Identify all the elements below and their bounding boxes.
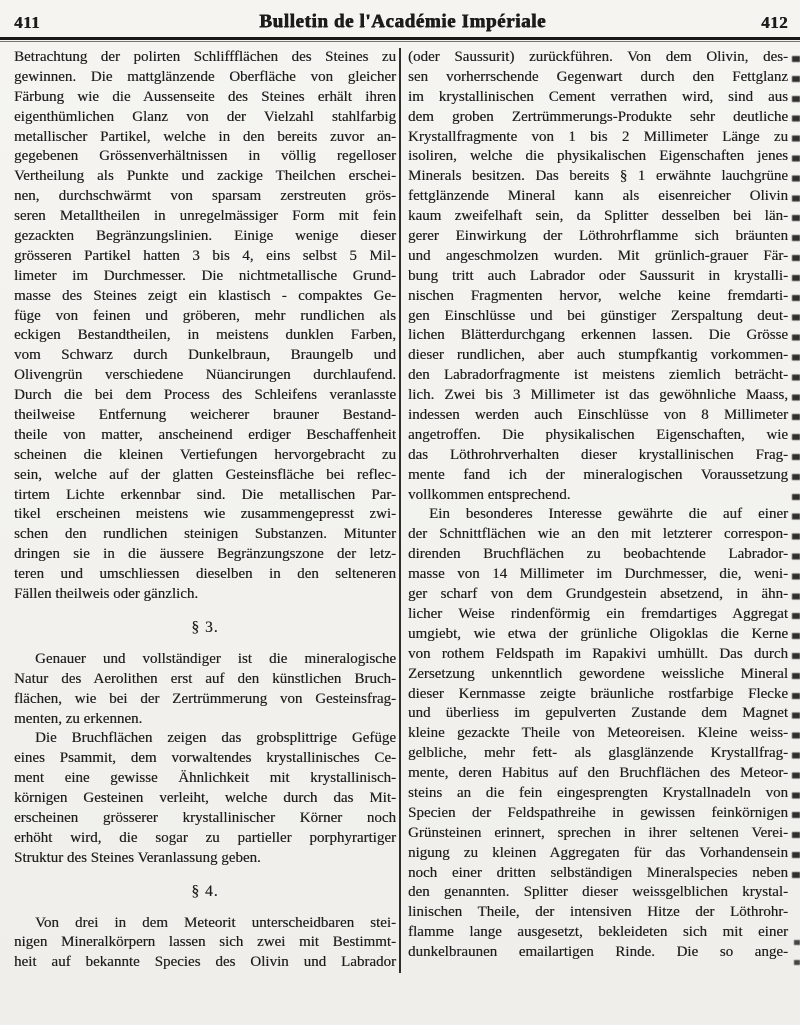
text-line: dem groben Zertrümmerungs-Produkte sehr deutliche [408,108,788,125]
text-line: grösseren Partikel hatten 3 bis 4, eins selbst 5 Mil- [14,247,396,264]
text-line: vollkommen entsprechend. [408,486,571,503]
text-line: gezackten Begränzungslinien. Einige wenige dieser [14,228,396,245]
text-line: von rothem Feldspath im Rapakivi umhüllt. Das durch [408,645,788,662]
text-line: eigenthümlichen Glanz von der Vielzahl stahlfarbig [14,108,396,125]
text-line: Ein besonderes Interesse gewährte die auf einer [429,506,788,523]
text-line: nischen Fragmenten hervor, welche keine fremdarti- [408,287,788,304]
text-line: kaum zweifelhaft sein, da Splitter desselben bei län- [408,208,788,225]
text-line: und überliess im gepulverten Zustande dem Magnet [408,705,788,722]
text-line: Vertheilung als Punkte und zackige Theilchen erschei- [14,168,396,185]
text-line: dunkelbraunen emailartigen Rinde. Die so ange- [408,944,788,961]
text-line: isoliren, welche die physikalischen Eigenschaften jenes [408,148,788,165]
text-line: linischen Theile, der intensiven Hitze der Löthrohr- [408,904,788,921]
text-line: ment eine gewisse Ähnlichkeit mit krystallinisch- [14,770,396,787]
page-number-left: 411 [14,13,41,32]
text-line: der Schnittflächen wie an den mit letzterer correspon- [408,526,788,543]
text-line: gegebenen Grössenverhältnissen in völlig regelloser [14,148,396,165]
text-line: kleine gezackte Theile von Meteoreisen. Kleine weiss- [408,725,788,742]
text-line: heit auf bekannte Species des Olivin und Labrador [14,954,396,971]
text-line: Von drei in dem Meteorit unterscheidbaren stei- [35,914,396,931]
text-line: seren Metalltheilen in unregelmässiger Form mit fein [14,208,396,225]
text-line: fettglänzende Mineral kann als eisenreicher Olivin [408,188,788,205]
text-line: flamme lange ausgesetzt, bekleideten sich mit einer [408,924,788,941]
header-rule-thin [0,41,800,42]
text-line: Zersetzung unkenntlich gewordene weissliche Mineral [408,665,788,682]
text-line: noch einer dritten selbständigen Mineralspecies neben [408,864,788,881]
text-line: bung tritt auch Labrador oder Saussurit in krystalli- [408,267,788,284]
text-line: Olivengrün verschiedene Nüancirungen durchlaufend. [14,367,396,384]
text-line: mente fand ich der mineralogischen Voraussetzung [408,466,788,483]
page-number-right: 412 [761,13,788,32]
text-line: nigung zu kleinen Aggregaten für das Vorhandensein [408,844,788,861]
text-line: Fällen theilweis oder gänzlich. [14,586,199,603]
text-line: schen den rundlichen steinigen Substanzen. Mitunter [14,526,396,543]
text-line: Durch die bei dem Process des Schleifens veranlasste [14,387,396,404]
text-line: teren und umschliessen dieselben in den selteneren [14,566,396,583]
text-line: (oder Saussurit) zurückführen. Von dem Olivin, des- [408,49,788,65]
text-line: angetroffen. Die physikalischen Eigenschaften, wie [408,426,788,443]
text-line: füge von feinen und gröberen, mehr rundlichen als [14,307,396,324]
journal-title: Bulletin de l'Académie Impériale [259,11,546,32]
section-heading: § 4. [191,882,219,900]
text-line: scheinen die kleinen Vertiefungen hervorgebracht zu [14,446,396,463]
header-rule-thick [0,37,800,40]
text-line: nen, durchschwärmt von sparsam zerstreuten grös- [14,188,396,205]
text-line: licher Weise rindenförmig ein fremdartiges Aggregat [408,605,788,622]
text-line: dieser rundlichen, aber auch stumpfkantig vorkommen- [408,347,788,364]
left-column [0,48,401,973]
text-line: menten, zu erkennen. [14,710,143,727]
text-line: direnden Bruchflächen zu beobachtende Labrador- [408,546,788,563]
text-line: erscheinen grösserer krystallinischer Körner noch [14,809,396,826]
text-line: eckigen Bestandtheilen, in meistens dunklen Farben, [14,327,396,344]
text-line: limeter im Durchmesser. Die nichtmetallische Grund- [14,267,396,284]
text-line: und angeschmolzen wurden. Mit grünlich-grauer Fär- [408,247,788,264]
text-line: das Löthrohrverhalten dieser krystallinischen Frag- [408,446,788,463]
text-line: dieser Kernmasse zeigte bräunliche rostfarbige Flecke [408,685,788,702]
text-line: lichen Blätterdurchgang erkennen lassen. Die Grösse [408,327,788,344]
text-line: theile von matter, anscheinend erdiger Beschaffenheit [14,426,396,443]
page-header [0,0,800,35]
text-line: theilweise Entfernung weicherer brauner Bestand- [14,407,396,424]
text-line: sen vorherrschende Gegenwart durch den Fettglanz [408,68,788,85]
text-line: Die Bruchflächen zeigen das grobsplittrige Gefüge [35,730,396,747]
text-line: ger scharf von dem Grundgestein absetzend, in ähn- [408,586,788,603]
text-line: tirtem Lichte erkennbar sind. Die metallischen Par- [14,486,396,503]
section-heading: § 3. [191,618,219,636]
text-line: nigen Mineralkörpern lassen sich zwei mit Bestimmt- [14,934,396,951]
text-line: Betrachtung der polirten Schliffflächen des Steines zu [14,49,396,65]
text-line: den genannten. Splitter dieser weissgelblichen krystal- [408,884,788,901]
text-line: masse des Steines zeigt ein klastisch - compaktes Ge- [14,287,396,304]
text-line: mente, deren Habitus auf den Bruchflächen des Meteor- [408,765,788,782]
text-line: tikel erscheinen meistens wie zusammengepresst zwi- [14,506,396,523]
text-line: Färbung wie die Aussenseite des Steines erhält ihren [14,88,396,105]
text-line: vom Schwarz durch Dunkelbraun, Braungelb und [14,347,396,364]
text-line: Krystallfragmente von 1 bis 2 Millimeter Länge zu [408,128,788,145]
text-line: Specien der Feldspathreihe in gewissen feinkörnigen [408,804,788,821]
text-line: sein, welche auf der glatten Gesteinsfläche bei reflec- [14,466,396,483]
right-column [401,48,800,973]
text-line: gerer Einwirkung der Löthrohrflamme sich bräunten [408,228,788,245]
text-line: umgiebt, wie etwa der grünliche Oligoklas die Kerne [408,625,788,642]
text-line: indessen werden auch Einschlüsse von 8 Millimeter [408,407,788,424]
text-line: Struktur des Steines Veranlassung geben. [14,849,261,866]
text-line: Natur des Aerolithen erst auf den künstlichen Bruch- [14,670,396,687]
text-line: lich. Zwei bis 3 Millimeter ist das gewöhnliche Maass, [408,387,788,404]
text-line: körnigen Gesteinen verleiht, welche durch das Mit- [14,790,396,807]
text-line: Grünsteinen erinnert, sprechen in ihrer seltenen Verei- [408,824,788,841]
text-line: im krystallinischen Cement verrathen wird, sind aus [408,88,788,105]
text-line: Genauer und vollständiger ist die mineralogische [35,650,396,667]
scan-edge-artifacts-lower [794,940,800,980]
text-line: den Labradorfragmente ist meistens ziemlich beträcht- [408,367,788,384]
text-line: gen Einschlüsse und bei günstiger Zerspaltung deut- [408,307,788,324]
scan-edge-artifacts [792,56,800,878]
text-line: metallischer Partikel, welche in den bereits zuvor an- [14,128,396,145]
text-line: gelbliche, mehr fett- als glasglänzende Krystallfrag- [408,745,788,762]
text-line: gewinnen. Die mattglänzende Oberfläche von gleicher [14,68,396,85]
text-line: steins an die fein eingesprengten Krystallnadeln von [408,784,788,801]
text-line: flächen, wie bei der Zertrümmerung von Gesteinsfrag- [14,690,396,707]
text-line: masse von 14 Millimeter im Durchmesser, die, weni- [408,566,788,583]
text-line: Minerals besitzen. Das bereits § 1 erwähnte lauchgrüne [408,168,788,185]
text-line: dringen sie in die äussere Begränzungszone der letz- [14,546,396,563]
text-line: eines Psammit, dem vorwaltendes krystallinisches Ce- [14,750,396,767]
text-line: erhöht wird, die sogar zu partieller porphyrartiger [14,829,396,846]
text-columns [0,42,800,973]
